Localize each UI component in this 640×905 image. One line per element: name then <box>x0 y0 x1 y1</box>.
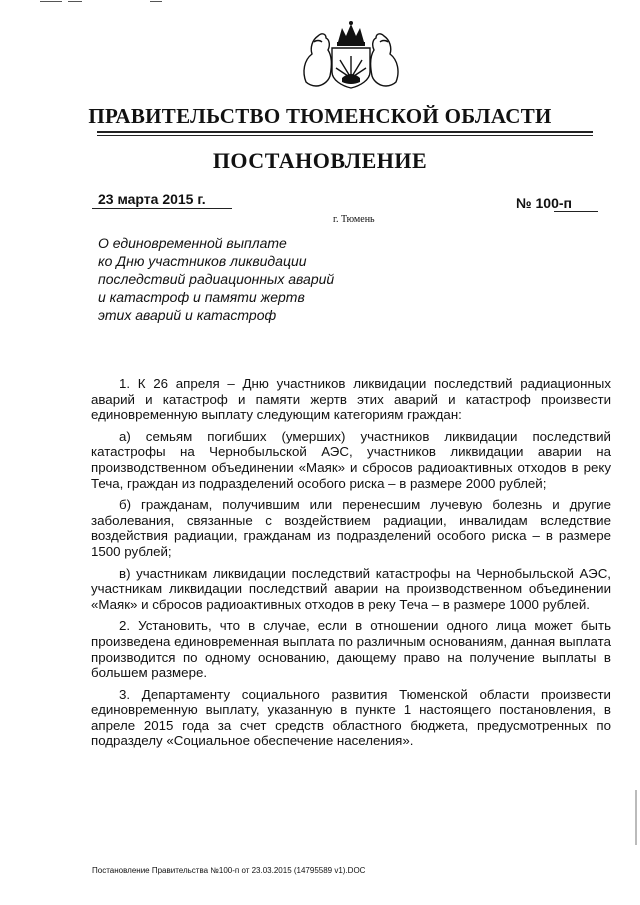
document-type: ПОСТАНОВЛЕНИЕ <box>212 148 428 173</box>
document-date: 23 марта 2015 г. <box>98 191 206 207</box>
subject-line: последствий радиационных аварий <box>98 271 335 287</box>
coat-of-arms-icon <box>298 20 404 90</box>
paragraph-2: 2. Установить, что в случае, если в отношении одного лица может быть произведена единовременная выплата по различным основаниям, данная выплата производится по одному основанию, дающему право на получение выплаты в большем размере. <box>91 618 611 681</box>
document-number: № 100-п <box>516 195 572 211</box>
subject-line: О единовременной выплате <box>98 235 287 251</box>
city: г. Тюмень <box>333 214 375 225</box>
subject-line: этих аварий и катастроф <box>98 307 277 323</box>
date-underline <box>92 208 232 209</box>
subject-line: ко Дню участников ликвидации <box>98 253 307 269</box>
header-rule <box>97 131 593 133</box>
scan-edge <box>635 790 637 845</box>
subject-line: и катастроф и памяти жертв <box>98 289 305 305</box>
paragraph-1c: в) участникам ликвидации последствий катастрофы на Чернобыльской АЭС, участникам ликвидации последствий аварии на производственном объединении «Маяк» и сбросов радиоактивных отходов в реку Теча – в размере 1000 рублей. <box>91 565 611 612</box>
scan-marks <box>0 0 200 4</box>
document-body <box>91 376 611 749</box>
document-subject <box>98 234 334 324</box>
government-title: ПРАВИТЕЛЬСТВО ТЮМЕНСКОЙ ОБЛАСТИ <box>88 104 552 128</box>
paragraph-1b: б) гражданам, получившим или перенесшим лучевую болезнь и другие заболевания, связанные с воздействием радиации, инвалидам вследствие воздействия радиации, гражданам из подразделений особого риска – в размере 1500 рублей; <box>91 497 611 559</box>
number-underline <box>554 211 598 212</box>
header-rule-thin <box>97 135 593 136</box>
paragraph-1: 1. К 26 апреля – Дню участников ликвидации последствий радиационных аварий и катастроф и памяти жертв этих аварий и катастроф произвести единовременную выплату следующим категориям граждан: <box>91 376 611 423</box>
paragraph-3: 3. Департаменту социального развития Тюменской области произвести единовременную выплату, указанную в пункте 1 настоящего постановления, в апреле 2015 года за счет средств областного бюджета, предусмотренных по подразделу «Социальное обеспечение населения». <box>91 686 611 749</box>
footer-filename: Постановление Правительства №100-п от 23.03.2015 (14795589 v1).DOC <box>92 866 366 875</box>
paragraph-1a: а) семьям погибших (умерших) участников ликвидации последствий катастрофы на Чернобыльской АЭС, участников ликвидации аварии на производственном объединении «Маяк» и сбросов радиоактивных отходов в реку Теча, граждан из подразделений особого риска – в размере 2000 рублей; <box>91 428 611 491</box>
